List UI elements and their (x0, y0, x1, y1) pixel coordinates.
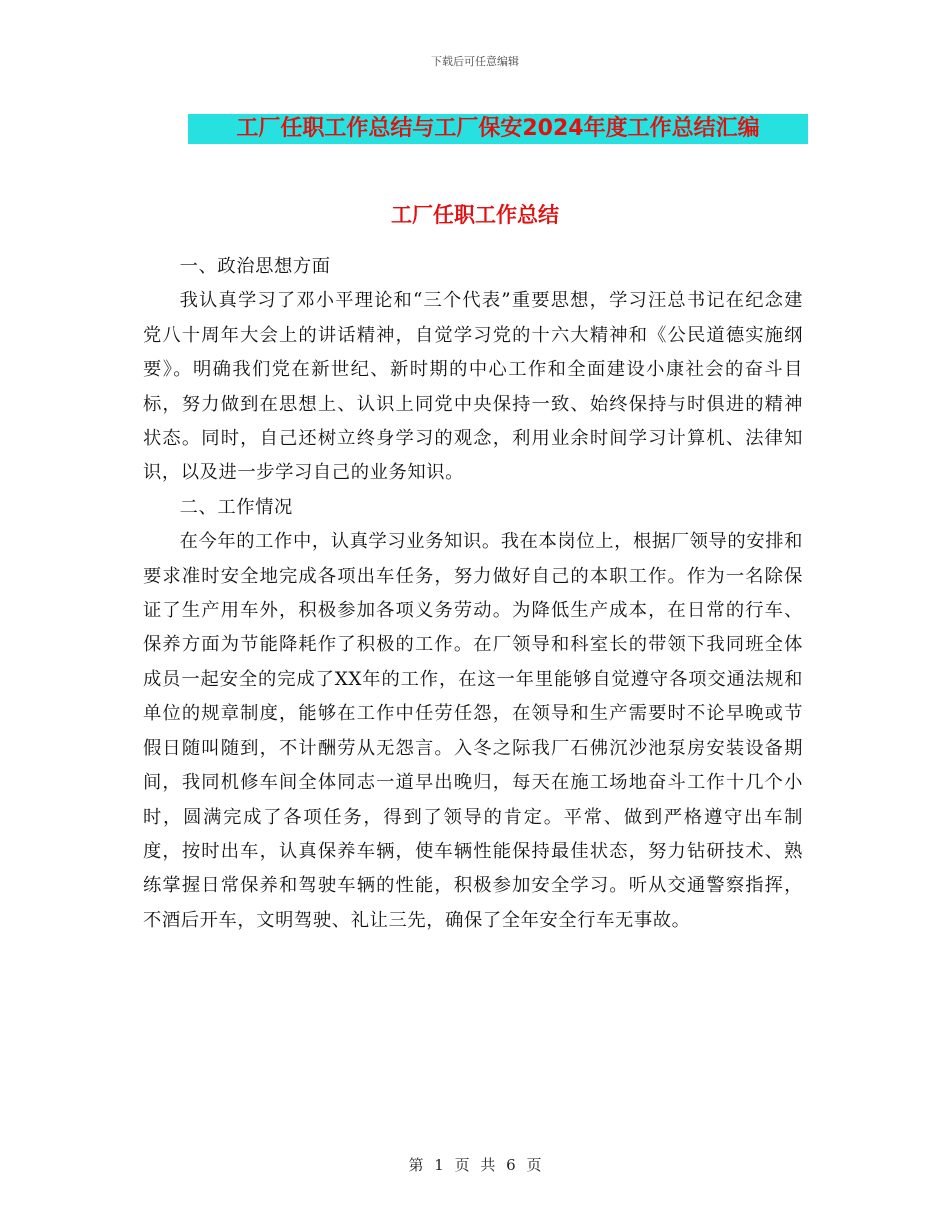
paragraph-political: 我认真学习了邓小平理论和“三个代表”重要思想，学习汪总书记在纪念建党八十周年大会上的讲话精神，自觉学习党的十六大精神和《公民道德实施纲要》。明确我们党在新世纪、新时期的中心工作和全面建设小康社会的奋斗目标，努力做到在思想上、认识上同党中央保持一致、始终保持与时俱进的精神状态。同时，自己还树立终身学习的观念，利用业余时间学习计算机、法律知识，以及进一步学习自己的业务知识。 (143, 290, 803, 484)
document-title: 工厂任职工作总结与工厂保安2024年度工作总结汇编 (188, 114, 808, 144)
header-note: 下载后可任意编辑 (431, 55, 519, 68)
document-body (143, 250, 803, 938)
page-footer: 第 1 页 共 6 页 (408, 1156, 542, 1174)
section-title: 工厂任职工作总结 (391, 203, 559, 227)
paragraph-work: 在今年的工作中，认真学习业务知识。我在本岗位上，根据厂领导的安排和要求准时安全地完成各项出车任务，努力做好自己的本职工作。作为一名除保证了生产用车外，积极参加各项义务劳动。为降低生产成本，在日常的行车、保养方面为节能降耗作了积极的工作。在厂领导和科室长的带领下我同班全体成员一起安全的完成了XX年的工作，在这一年里能够自觉遵守各项交通法规和单位的规章制度，能够在工作中任劳任怨，在领导和生产需要时不论早晚或节假日随叫随到，不计酬劳从无怨言。入冬之际我厂石佛沉沙池泵房安装设备期间，我同机修车间全体同志一道早出晚归，每天在施工场地奋斗工作十几个小时，圆满完成了各项任务，得到了领导的肯定。平常、做到严格遵守出车制度，按时出车，认真保养车辆，使车辆性能保持最佳状态，努力钻研技术、熟练掌握日常保养和驾驶车辆的性能，积极参加安全学习。听从交通警察指挥，不酒后开车，文明驾驶、礼让三先，确保了全年安全行车无事故。 (143, 531, 803, 931)
heading-work: 二、工作情况 (179, 496, 293, 518)
heading-political: 一、政治思想方面 (179, 256, 331, 277)
